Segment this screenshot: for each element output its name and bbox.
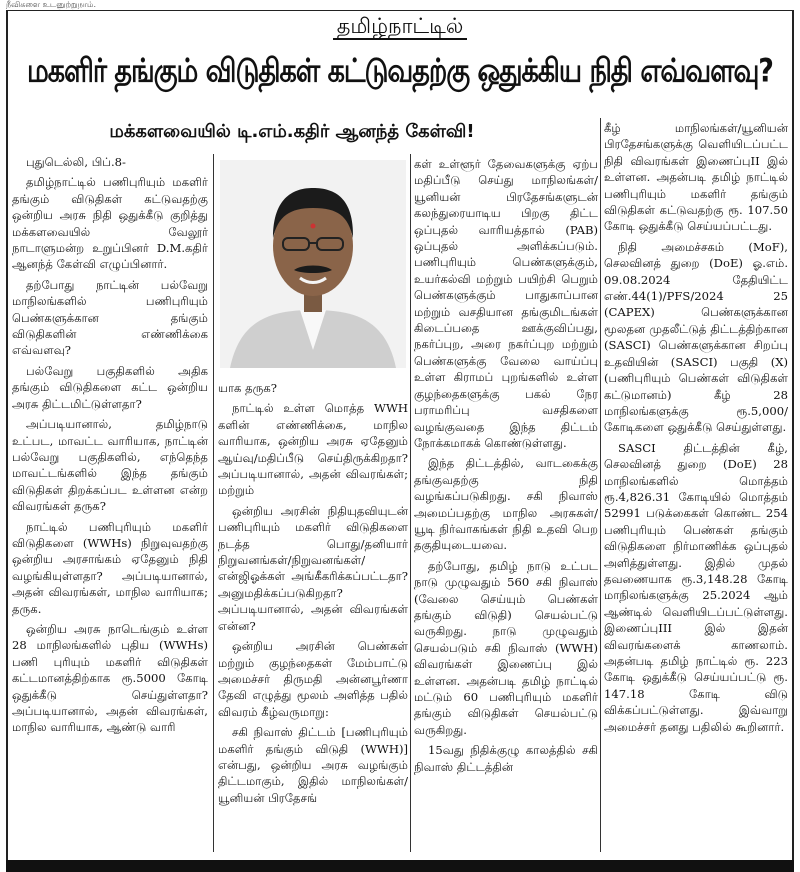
- paragraph: கள் உள்ளூர் தேவைகளுக்கு ஏற்ப மதிப்பீடு செய்து மாநிலங்கள்/யூனியன் பிரதேசங்களுடன் கலந்துரையாடிய பிறகு திட்ட ஒப்புதல் வாரியத்தால் (PAB) ஒப்புதல் அளிக்கப்படும். பணிபுரியும் பெண்களுக்கும், உயர்கல்வி மற்றும் பயிற்சி பெறும் பெண்களுக்கும் பாதுகாப்பான மற்றும் வசதியான தங்குமிடங்கள் கிடைப்பதை ஊக்குவிப்பது, நகர்ப்புற, அரை நகர்ப்புற மற்றும் பெண்களுக்கு வேலை வாய்ப்பு உள்ள கிராமப் புறங்களில் உள்ள குழந்தைகளுக்கு பகல் நேர பராமரிப்பு வசதிகளை வழங்குவதை இந்த திட்டம் நோக்கமாகக் கொண்டுள்ளது.: [414, 157, 598, 450]
- portrait-illustration: [220, 160, 406, 368]
- article-column-2: [218, 380, 408, 850]
- paragraph: நிதி அமைச்சகம் (MoF), செலவினத் துறை (DoE) ஓ.எம். 09.08.2024 தேதியிட்ட எண்.44(1)/PFS/2024 25 (CAPEX) பெண்களுக்கான மூலதன முதலீட்டுத் திட்டத்திற்கான (SASCI) பெண்களுக்கான சிறப்பு உதவியின் (SASCI) பகுதி (X) (பணிபுரியும் பெண்கள் விடுதிகள் கட்டுமானம்) கீழ் 28 மாநிலங்களுக்கு ரூ.5,000/ கோடிகளை ஒதுக்கீடு செய்துள்ளது.: [604, 239, 788, 435]
- portrait-photo: [220, 160, 406, 368]
- paragraph: கீழ் மாநிலங்கள்/யூனியன் பிரதேசங்களுக்கு வெளியிடப்பட்ட நிதி விவரங்கள் இணைப்புII இல் உள்ளன. அதன்படி தமிழ் நாட்டில் பணிபுரியும் மகளிர் தங்கும் விடுதிகள் கட்டுவதற்கு ரூ. 107.50 கோடி ஒதுக்கீடு செய்யப்பட்டது.: [604, 121, 788, 234]
- previous-article-strip: நீவிகளை உடனுற்றுநாம்.: [6, 0, 794, 11]
- paragraph: SASCI திட்டத்தின் கீழ், செலவினத் துறை (DoE) 28 மாநிலங்களில் மொத்தம் ரூ.4,826.31 கோடியில் மொத்தம் 52991 படுக்கைகள் கொண்ட 254 பணிபுரியும் பெண்கள் தங்கும் விடுதிகளை நிர்மாணிக்க ஒப்புதல் அளித்துள்ளது. இதில் முதல் தவணையாக ரூ.3,148.28 கோடி மாநிலங்களுக்கு 25.2024 ஆம் ஆண்டில் வெளியிடப்பட்டுள்ளது. இணைப்புIII இல் இதன் விவரங்களைக் காணலாம். அதன்படி தமிழ் நாட்டில் ரூ. 223 கோடி ஒதுக்கீடு செய்யப்பட்டு ரூ. 147.18 கோடி விடு விக்கப்பட்டுள்ளது. இவ்வாறு அமைச்சர் தனது பதிலில் கூறினார்.: [604, 440, 788, 734]
- paragraph: நாட்டில் பணிபுரியும் மகளிர் விடுதிகளை (WWHs) நிறுவுவதற்கு ஒன்றிய அரசாங்கம் ஏதேனும் நிதி வழங்கியுள்ளதா? அப்படியானால், அதன் விவரங்கள், மாநில வாரியாக; தருக.: [12, 519, 208, 616]
- paragraph: சகி நிவாஸ் திட்டம் [பணிபுரியும் மகளிர் தங்கும் விடுதி (WWH)] என்பது, ஒன்றிய அரசு வழங்கும் திட்டமாகும், இதில் மாநிலங்கள்/யூனியன் பிரதேசங்: [218, 725, 408, 805]
- headline: மகளிர் தங்கும் விடுதிகள் கட்டுவதற்கு ஒதுக்கிய நிதி எவ்வளவு?: [27, 52, 773, 90]
- paragraph: தற்போது நாட்டின் பல்வேறு மாநிலங்களில் பணிபுரியும் பெண்களுக்கான தங்கும் விடுதிகளின் எண்ணிக்கை எவ்வளவு?: [12, 277, 208, 358]
- paragraph: யாக தருக?: [218, 381, 278, 395]
- section-tag-text: தமிழ்நாட்டில்: [333, 14, 468, 40]
- article-column-1: [12, 154, 208, 852]
- paragraph: தற்போது, தமிழ் நாடு உட்பட நாடு முழுவதும் 560 சகி நிவாஸ் (வேலை செய்யும் பெண்கள் தங்கும் விடுதி) செயல்பட்டு வருகிறது. நாடு முழுவதும் செயல்படும் சகி நிவாஸ் (WWH) விவரங்கள் இணைப்பு இல் உள்ளன. அதன்படி தமிழ் நாட்டில் மட்டும் 60 பணிபுரியும் மகளிர் தங்கும் விடுதிகள் செயல்பட்டு வருகிறது.: [414, 558, 598, 737]
- paragraph: ஒன்றிய அரசு நாடெங்கும் உள்ள 28 மாநிலங்களில் புதிய (WWHs) பணி புரியும் மகளிர் விடுதிகள் கட்டமானத்திற்காக ரூ.5000 கோடி ஒதுக்கீடு செய்துள்ளதா? அப்படியானால், அதன் விவரங்கள், மாநில வாரியாக, ஆண்டு வாரி: [12, 621, 208, 735]
- paragraph: ஒன்றிய அரசின் பெண்கள் மற்றும் குழந்தைகள் மேம்பாட்டு அமைச்சர் திருமதி அன்னபூர்ணா தேவி எழுத்து மூலம் அளித்த பதில் விவரம் கீழ்வருமாறு:: [218, 639, 408, 719]
- column-rule: [410, 154, 411, 852]
- paragraph: பல்வேறு பகுதிகளில் அதிக தங்கும் விடுதிகளை கட்ட ஒன்றிய அரசு திட்டமிட்டுள்ளதா?: [12, 363, 208, 411]
- paragraph: 15வது நிதிக்குழு காலத்தில் சகி நிவாஸ் திட்டத்தின்: [414, 743, 598, 774]
- paragraph: நாட்டில் உள்ள மொத்த WWH களின் எண்ணிக்கை, மாநில வாரியாக, ஒன்றிய அரசு ஏதேனும் ஆய்வு/மதிப்பீடு செய்திருக்கிறதா? அப்படியானால், அதன் விவரங்கள்; மற்றும்: [218, 401, 408, 498]
- dateline: புதுடெல்லி, பிப்.8-: [26, 155, 126, 169]
- column-rule: [213, 154, 214, 852]
- next-article-strip: [6, 860, 794, 872]
- paragraph: இந்த திட்டத்தில், வாடகைக்கு தங்குவதற்கு நிதி வழங்கப்படுகிறது. சகி நிவாஸ் அமைப்பதற்கு மாநில அரசுகள்/யூடி நிர்வாகங்கள் நிதி உதவி பெற தகுதியுடையவை.: [414, 456, 598, 553]
- paragraph: தமிழ்நாட்டில் பணிபுரியும் மகளிர் தங்கும் விடுதிகள் கட்டுவதற்கு ஒன்றிய அரசு நிதி ஒதுக்கீடு குறித்து மக்களவையில் வேலூர் நாடாளுமன்ற உறுப்பினர் D.M.கதிர் ஆனந்த் கேள்வி எழுப்பினார்.: [12, 175, 208, 272]
- section-tag: [0, 14, 800, 41]
- article-column-3: [414, 156, 598, 852]
- subheadline: மக்களவையில் டி.எம்.கதிர் ஆனந்த் கேள்வி!: [109, 121, 475, 142]
- paragraph: அப்படியானால், தமிழ்நாடு உட்பட, மாவட்ட வாரியாக, நாட்டின் பல்வேறு பகுதிகளில், எந்தெந்த மாவட்டங்களில் இந்த தங்கும் விடுதிகள் திறக்கப்பட உள்ளன என்ற விவரங்கள் தருக?: [12, 417, 208, 514]
- paragraph: ஒன்றிய அரசின் நிதியுதவியுடன் பணிபுரியும் மகளிர் விடுதிகளை நடத்த பொது/தனியார் நிறுவனங்கள்/நிறுவனங்கள்/என்ஜிஓக்கள் அங்கீகரிக்கப்பட்டதா? அனுமதிக்கப்படுகிறதா? அப்படியானால், அதன் விவரங்கள் என்ன?: [218, 503, 408, 633]
- article-column-4: [604, 120, 788, 852]
- column-rule: [600, 118, 601, 852]
